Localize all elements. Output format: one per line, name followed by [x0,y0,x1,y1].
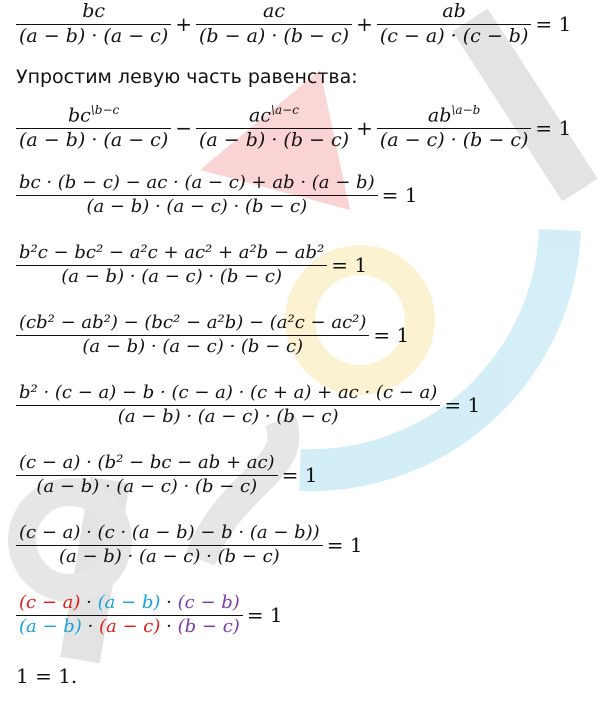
step-2: $\frac{bc \cdot (b - c) - ac \cdot (a - c) + ab \cdot (a - b)}{(a - b) \cdot (a - c) \cdot (b - c)}$ = 1 [16,174,417,217]
intro-text: Упростим левую часть равенства: [16,66,358,88]
fraction-bc: $\frac{bc}{(a - b) \cdot (a - c)}$ [16,2,171,47]
step-3: $\frac{\text{b²c − bc² − a²c + ac² + a²b − ab²}}{(a - b) \cdot (a - c) \cdot (b - c)}$ = 1 [16,244,367,287]
step-4: $\frac{\text{(cb² − ab²) − (bc² − a²b) − (a²c − ac²)}}{(a - b) \cdot (a - c) \cdot (b - c)}$ = 1 [16,314,409,357]
step-6: $\frac{\text{(c − a) · (b² − bc − ab + ac)}}{(a - b) \cdot (a - c) \cdot (b - c)}$ = 1 [16,454,317,497]
step1-fraction-2: $\frac{ac^{\backslash a-c}}{(a - b) \cdot (b - c)}$ [196,104,352,151]
result: 1 = 1. [16,664,78,688]
given-equation: $\frac{bc}{(a - b) \cdot (a - c)}$ + $\frac{ac}{(b - a) \cdot (b - c)}$ + $\frac{ab}{(c - a) \cdot (c - b)}$ = 1 [16,2,571,47]
step-7: $\frac{(c - a) \cdot (c \cdot (a - b) - b \cdot (a - b))}{(a - b) \cdot (a - c) \cdot (b - c)}$ = 1 [16,524,363,567]
step-8: $\frac{(c - a) \cdot (a - b) \cdot (c - b)}{(a - b) \cdot (a - c) \cdot (b - c)}$ = 1 [16,594,283,637]
step1-fraction-3: $\frac{ab^{\backslash a-b}}{(a - c) \cdot (b - c)}$ [377,104,532,151]
fraction-ab: $\frac{ab}{(c - a) \cdot (c - b)}$ [377,2,532,47]
step-1: $\frac{bc^{\backslash b-c}}{(a - b) \cdot (a - c)}$ − $\frac{ac^{\backslash a-c}}{(a - b) \cdot (b - c)}$ + $\frac{ab^{\backslash a-b}}{(a - c) \cdot (b - c)}$ = 1 [16,104,571,151]
step1-fraction-1: $\frac{bc^{\backslash b-c}}{(a - b) \cdot (a - c)}$ [16,104,171,151]
fraction-ac: $\frac{ac}{(b - a) \cdot (b - c)}$ [196,2,352,47]
step-5: $\frac{\text{b² · (c − a) − b · (c − a) · (c + a) + ac · (c − a)}}{(a - b) \cdot (a - c) \cdot (b - c)}$ = 1 [16,384,480,427]
